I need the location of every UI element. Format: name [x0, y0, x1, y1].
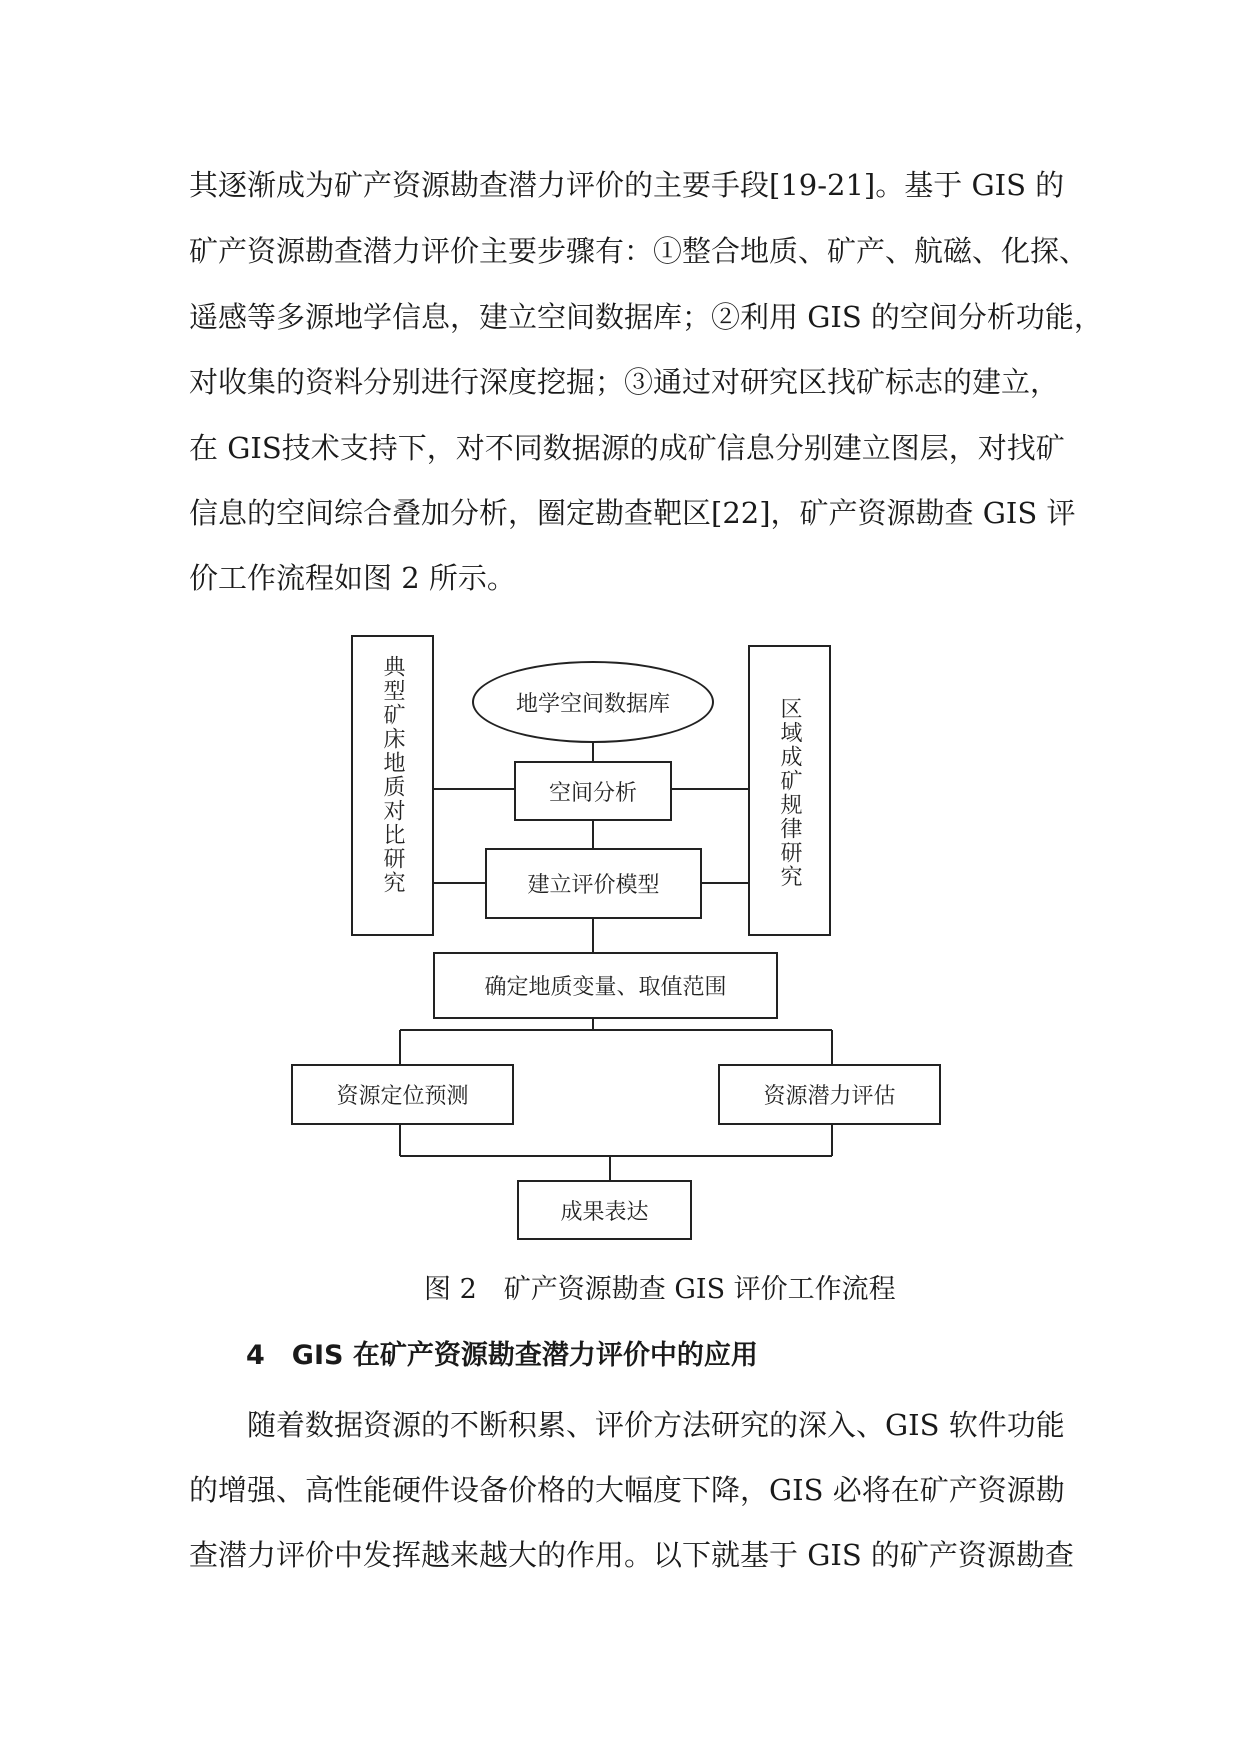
section-heading: 4 GIS 在矿产资源勘查潜力评价中的应用 — [246, 1340, 758, 1371]
geo-database-oval — [472, 661, 714, 743]
paragraph2-line-3: 查潜力评价中发挥越来越大的作用。以下就基于 GIS 的矿产资源勘查 — [189, 1538, 1074, 1572]
build-model-box — [485, 848, 702, 919]
build-model-label: 建立评价模型 — [527, 873, 660, 898]
resource-prediction-box — [291, 1064, 514, 1125]
paragraph2-line-2: 的增强、高性能硬件设备价格的大幅度下降，GIS 必将在矿产资源勘 — [189, 1473, 1065, 1507]
paragraph1-line-2: 矿产资源勘查潜力评价主要步骤有：①整合地质、矿产、航磁、化探、 — [189, 234, 1089, 268]
paragraph1-line-7: 价工作流程如图 2 所示。 — [189, 561, 516, 595]
results-label: 成果表达 — [560, 1199, 649, 1225]
resource-assessment-box — [718, 1064, 941, 1125]
geo-variables-box — [433, 952, 778, 1019]
geo-database-label: 地学空间数据库 — [515, 691, 670, 717]
spatial-analysis-label: 空间分析 — [548, 780, 637, 806]
right-research-box — [748, 645, 831, 936]
geo-variables-label: 确定地质变量、取值范围 — [484, 975, 727, 1000]
paragraph1-line-6: 信息的空间综合叠加分析，圈定勘查靶区[22]，矿产资源勘查 GIS 评 — [189, 496, 1076, 530]
figure-caption: 图 2 矿产资源勘查 GIS 评价工作流程 — [424, 1274, 896, 1305]
left-research-box — [351, 635, 434, 936]
paragraph1-line-3: 遥感等多源地学信息，建立空间数据库；②利用 GIS 的空间分析功能， — [189, 300, 1103, 334]
right-research-label: 区域成矿规律研究 — [777, 697, 802, 889]
paragraph1-line-5: 在 GIS技术支持下，对不同数据源的成矿信息分别建立图层，对找矿 — [189, 431, 1065, 465]
resource-prediction-label: 资源定位预测 — [336, 1084, 469, 1109]
left-research-label: 典型矿床地质对比研究 — [380, 655, 405, 895]
spatial-analysis-box — [514, 761, 672, 821]
results-box — [517, 1180, 692, 1240]
paragraph1-line-1: 其逐渐成为矿产资源勘查潜力评价的主要手段[19-21]。基于 GIS 的 — [189, 168, 1065, 202]
paragraph1-line-4: 对收集的资料分别进行深度挖掘；③通过对研究区找矿标志的建立， — [189, 365, 1060, 399]
resource-assessment-label: 资源潜力评估 — [763, 1084, 896, 1109]
paragraph2-line-1: 随着数据资源的不断积累、评价方法研究的深入、GIS 软件功能 — [189, 1408, 1065, 1442]
